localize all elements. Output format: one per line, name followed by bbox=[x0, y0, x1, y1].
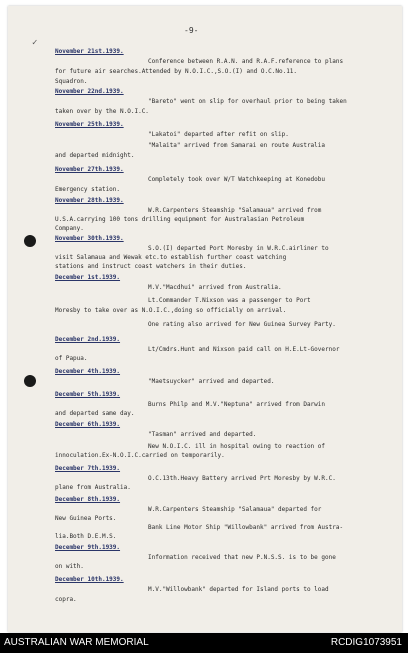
entry-text: W.R.Carpenters Steamship "Salamaua" arrived from bbox=[148, 207, 322, 214]
entry-date: November 27th.1939. bbox=[55, 166, 124, 173]
entry-text: New Guinea Ports. bbox=[55, 515, 117, 522]
entry-date: December 2nd.1939. bbox=[55, 336, 121, 343]
entry-text: of Papua. bbox=[55, 355, 88, 362]
entry-date: December 4th.1939. bbox=[55, 368, 121, 375]
entry-text: and departed midnight. bbox=[55, 152, 135, 159]
entry-date: December 1st.1939. bbox=[55, 274, 121, 281]
page-number: -9- bbox=[184, 26, 199, 35]
entry-text: One rating also arrived for New Guinea Survey Party. bbox=[148, 321, 336, 328]
entry-text: New N.O.I.C. ill in hospital owing to reaction of bbox=[148, 443, 326, 450]
entry-text: Burns Philp and M.V."Neptuna" arrived from Darwin bbox=[148, 401, 326, 408]
entry-text: on with. bbox=[55, 563, 84, 570]
entry-date: December 10th.1939. bbox=[55, 576, 124, 583]
entry-date: November 21st.1939. bbox=[55, 48, 124, 55]
entry-text: M.V."Willowbank" departed for Island ports to load bbox=[148, 586, 329, 593]
entry-text: for future air searches.Attended by N.O.I.C.,S.O.(I) and O.C.No.11. bbox=[55, 68, 298, 75]
entry-text: Squadron. bbox=[55, 78, 88, 85]
entry-date: December 9th.1939. bbox=[55, 544, 121, 551]
entry-text: Bank Line Motor Ship "Willowbank" arrived from Austra- bbox=[148, 524, 344, 531]
entry-text: stations and instruct coast watchers in their duties. bbox=[55, 263, 247, 270]
entry-text: and departed same day. bbox=[55, 410, 135, 417]
entry-text: innoculation.Ex-N.O.I.C.carried on temporarily. bbox=[55, 452, 225, 459]
entry-text: "Malaita" arrived from Samarai en route Australia bbox=[148, 142, 326, 149]
archive-footer bbox=[0, 633, 408, 653]
entry-text: Moresby to take over as N.O.I.C.,doing so officially on arrival. bbox=[55, 307, 287, 314]
record-id: RCDIG1073951 bbox=[330, 637, 402, 648]
entry-text: Lt/Cmdrs.Hunt and Nixson paid call on H.E.Lt-Governor bbox=[148, 346, 340, 353]
entry-text: W.R.Carpenters Steamship "Salamaua" departed for bbox=[148, 506, 322, 513]
entry-text: lia.Both D.E.M.S. bbox=[55, 533, 117, 540]
entry-text: Completely took over W/T Watchkeeping at Konedobu bbox=[148, 176, 326, 183]
entry-text: Lt.Commander T.Nixson was a passenger to Port bbox=[148, 297, 311, 304]
punch-hole bbox=[24, 375, 36, 387]
entry-date: December 6th.1939. bbox=[55, 421, 121, 428]
entry-date: November 30th.1939. bbox=[55, 235, 124, 242]
entry-text: U.S.A.carrying 100 tons drilling equipment for Australasian Petroleum bbox=[55, 216, 305, 223]
entry-text: "Lakatoi" departed after refit on slip. bbox=[148, 131, 289, 138]
entry-text: Information received that new P.N.S.S. is to be gone bbox=[148, 554, 336, 561]
entry-text: Emergency station. bbox=[55, 186, 121, 193]
entry-text: "Maetsuycker" arrived and departed. bbox=[148, 378, 275, 385]
entry-text: Company. bbox=[55, 225, 84, 232]
entry-date: December 8th.1939. bbox=[55, 496, 121, 503]
entry-date: November 22nd.1939. bbox=[55, 88, 124, 95]
entry-text: visit Salamaua and Wewak etc.to establish further coast watching bbox=[55, 254, 287, 261]
entry-date: December 7th.1939. bbox=[55, 465, 121, 472]
pencil-mark: ✓ bbox=[32, 38, 38, 48]
entry-text: "Tasman" arrived and departed. bbox=[148, 431, 257, 438]
entry-text: S.O.(I) departed Port Moresby in W.R.C.airliner to bbox=[148, 245, 329, 252]
entry-date: December 5th.1939. bbox=[55, 391, 121, 398]
entry-text: plane from Australia. bbox=[55, 484, 131, 491]
entry-date: November 25th.1939. bbox=[55, 121, 124, 128]
archive-name: AUSTRALIAN WAR MEMORIAL bbox=[4, 637, 149, 648]
entry-text: Conference between R.A.N. and R.A.F.reference to plans bbox=[148, 58, 344, 65]
entry-text: M.V."Macdhui" arrived from Australia. bbox=[148, 284, 282, 291]
entry-date: November 28th.1939. bbox=[55, 197, 124, 204]
entry-text: O.C.13th.Heavy Battery arrived Prt Moresby by W.R.C. bbox=[148, 475, 336, 482]
entry-text: taken over by the N.O.I.C. bbox=[55, 108, 149, 115]
entry-text: "Bareto" went on slip for overhaul prior to being taken bbox=[148, 98, 347, 105]
punch-hole bbox=[24, 235, 36, 247]
entry-text: copra. bbox=[55, 596, 77, 603]
